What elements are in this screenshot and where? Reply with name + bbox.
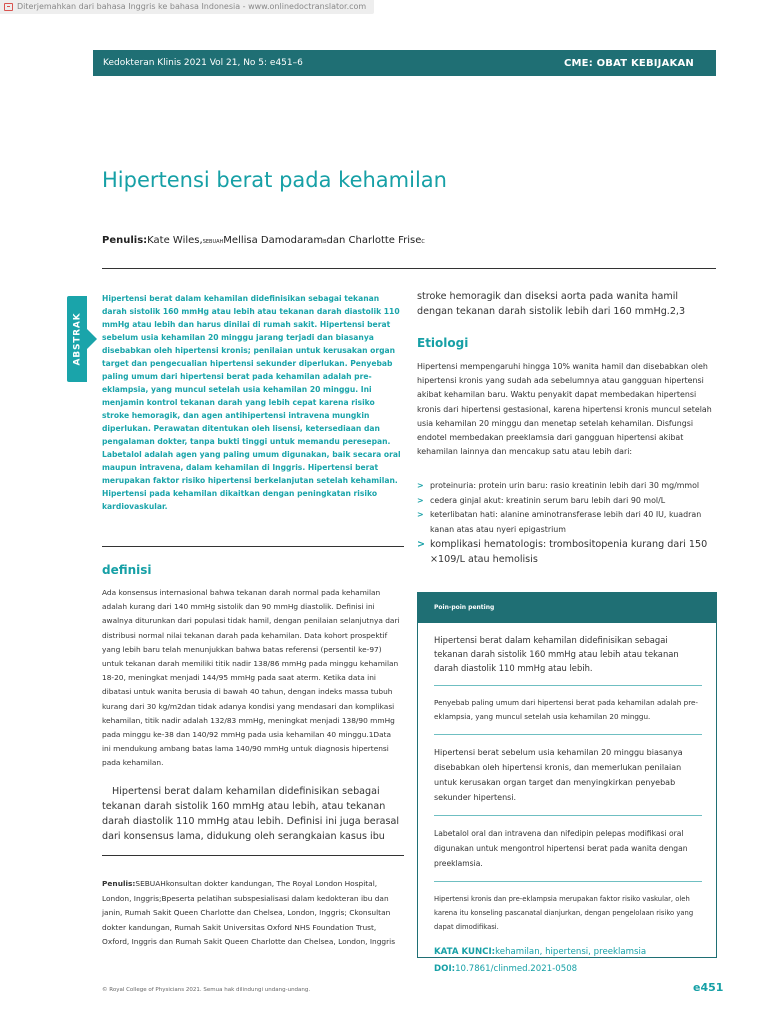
author-name: dan Charlotte Frise — [326, 235, 422, 246]
doi-link[interactable]: 10.7861/clinmed.2021-0508 — [455, 964, 578, 974]
author-affiliations — [102, 877, 404, 950]
translator-link[interactable]: Diterjemahkan dari bahasa Inggris ke bahasa Indonesia - www.onlinedoctranslator.com — [17, 2, 367, 11]
journal-section: CME: OBAT KEBIJAKAN — [563, 57, 694, 69]
keywords-line — [434, 944, 702, 961]
article-title: Hipertensi berat pada kehamilan — [102, 168, 447, 192]
key-point-text: Hipertensi kronis dan pre-eklampsia merupakan faktor risiko vaskular, oleh karena itu konseling pascanatal dianjurkan, dengan pengelolaan risiko yang dapat dimodifikasi. — [434, 895, 694, 931]
list-item-text: keterlibatan hati: alanine aminotransferase lebih dari 40 IU, kuadran kanan atas atau nyeri epigastrium — [430, 510, 702, 534]
list-item — [417, 479, 717, 494]
key-point-text: Hipertensi berat sebelum usia kehamilan 20 minggu biasanya disebabkan oleh hipertensi kronis, dan memerlukan penilaian untuk kerusakan organ target dan menyingkirkan penyebab sekunder hipertensi. — [434, 748, 683, 802]
authors-line — [102, 235, 425, 246]
journal-header — [93, 50, 716, 76]
key-point — [434, 882, 702, 944]
chevron-right-icon: > — [417, 495, 424, 505]
author-superscript: SEBUAH — [202, 239, 224, 245]
abstract-text: Hipertensi berat dalam kehamilan didefinisikan sebagai tekanan darah sistolik 160 mmHg atau lebih atau tekanan darah diastolik 110 mmHg atau lebih dan harus dinilai di rumah sakit. Hipertensi berat sebelum usia kehamilan 20 minggu jarang terjadi dan biasanya disebabkan oleh hipertensi kronis; penilaian untuk kerusakan organ target dan pengecualian hipertensi sekunder diperlukan. Penyebab paling umum dari hipertensi berat pada kehamilan adalah pre-eklampsia, yang muncul setelah usia kehamilan 20 minggu. Ini menjamin kontrol tekanan darah yang lebih cepat karena risiko stroke hemoragik, dan agen antihipertensi intravena mungkin diperlukan. Perawatan ditentukan oleh lisensi, ketersediaan dan pengalaman dokter, tanpa bukti tinggi untuk memandu peresepan. Labetalol adalah agen yang paling umum digunakan, baik secara oral maupun intravena, dalam kehamilan di Inggris. Hipertensi berat merupakan faktor risiko hipertensi berkelanjutan setelah kehamilan. Hipertensi pada kehamilan dikaitkan dengan peningkatan risiko kardiovaskular. — [102, 294, 401, 511]
divider — [102, 268, 716, 269]
key-point-text: Hipertensi berat dalam kehamilan didefinisikan sebagai tekanan darah sistolik 160 mmHg atau lebih atau tekanan darah diastolik 110 mmHg atau lebih. — [434, 635, 679, 673]
list-item-text: proteinuria: protein urin baru: rasio kreatinin lebih dari 30 mg/mmol — [430, 481, 700, 490]
authors-label: Penulis: — [102, 235, 148, 246]
key-point — [434, 686, 702, 735]
definisi-paragraph: Hipertensi berat dalam kehamilan didefinisikan sebagai tekanan darah sistolik 160 mmHg atau lebih, atau tekanan darah diastolik 110 mmHg atau lebih. Definisi ini juga berasal dari konsensus lama, didukung oleh serangkaian kasus ibu — [102, 786, 400, 842]
list-item-text: cedera ginjal akut: kreatinin serum baru lebih dari 90 mol/L — [430, 495, 666, 505]
etiologi-paragraph: Hipertensi mempengaruhi hingga 10% wanita hamil dan disebabkan oleh hipertensi kronis yang sudah ada sebelumnya atau gangguan hipertensi akibat kehamilan baru. Waktu penyakit dapat membedakan hipertensi kronis dari hipertensi gestasional, karena hipertensi kronis muncul setelah usia kehamilan 20 minggu dan menetap setelah kehamilan. Disfungsi endotel membedakan preeklamsia dari gangguan hipertensi akibat kehamilan lainnya dan mencakup satu atau lebih dari: — [417, 362, 712, 457]
list-item — [417, 508, 717, 537]
author-superscript: B — [323, 239, 327, 245]
journal-citation: Kedokteran Klinis 2021 Vol 21, No 5: e451–6 — [103, 58, 303, 68]
affiliations-label: Penulis: — [102, 879, 136, 888]
key-point — [434, 623, 702, 686]
author-name: Mellisa Damodaram — [223, 235, 324, 246]
chevron-right-icon: > — [417, 481, 424, 490]
doi-line — [434, 961, 702, 978]
continued-paragraph: stroke hemoragik dan diseksi aorta pada wanita hamil dengan tekanan darah sistolik lebih dari 160 mmHg.2,3 — [417, 291, 686, 317]
page-number: e451 — [693, 981, 724, 994]
affiliations-text: SEBUAHkonsultan dokter kandungan, The Royal London Hospital, London, Inggris;Bpeserta pelatihan subspesialisasi dalam kedokteran ibu dan janin, Rumah Sakit Queen Charlotte dan Chelsea, London, Inggris; Ckonsultan dokter kandungan, Rumah Sakit Universitas Oxford NHS Foundation Trust, Oxford, Inggris dan Rumah Sakit Queen Charlotte dan Chelsea, London, Inggris — [102, 879, 396, 947]
divider — [102, 855, 404, 856]
list-item — [417, 537, 717, 567]
etiologi-list — [417, 479, 717, 567]
key-point-text: Labetalol oral dan intravena dan nifedipin pelepas modifikasi oral digunakan untuk mengontrol hipertensi berat pada wanita dengan preeklamsia. — [434, 829, 688, 868]
divider — [102, 546, 404, 547]
chevron-right-icon: > — [417, 539, 426, 551]
key-point — [434, 735, 702, 816]
list-item-text: komplikasi hematologis: trombositopenia kurang dari 150 ×109/L atau hemolisis — [430, 539, 708, 566]
author-name: Kate Wiles, — [147, 235, 203, 246]
abstract-tab-text: ABSTRAK — [72, 312, 83, 366]
definisi-paragraph: Ada konsensus internasional bahwa tekanan darah normal pada kehamilan adalah kurang dari 140 mmHg sistolik dan 90 mmHg diastolik. Definisi ini awalnya diturunkan dari populasi tidak hamil, dengan penilaian selanjutnya dari distribusi normal nilai tekanan darah pada kehamilan. Data kohort prospektif yang lebih baru telah menunjukkan bahwa batas referensi (persentil ke-97) untuk tekanan darah memiliki titik nadir 138/86 mmHg pada minggu kehamilan 18-20, meningkat menjadi 144/95 mmHg pada saat aterm. Ketika data ini dibatasi untuk wanita berusia di bawah 40 tahun, dengan indeks massa tubuh kurang dari 30 kg/m2dan tidak adanya kondisi yang mendasari dan komplikasi kehamilan, titik nadir adalah 132/83 mmHg, meningkat menjadi 138/90 mmHg pada minggu ke-38 dan 140/92 mmHg pada usia kehamilan 40 minggu.1Data ini mendukung ambang batas lama 140/90 mmHg untuk diagnosis hipertensi pada kehamilan. — [102, 588, 400, 768]
list-item — [417, 494, 717, 509]
translator-icon — [4, 3, 13, 11]
key-points-box — [417, 592, 717, 974]
abstract-tab-label — [67, 296, 87, 382]
keywords-label: KATA KUNCI: — [434, 947, 496, 957]
keywords-text: kehamilan, hipertensi, preeklamsia — [495, 947, 647, 957]
key-points-header: Poin-poin penting — [418, 593, 716, 623]
translator-bar[interactable] — [0, 0, 374, 14]
etiologi-heading: Etiologi — [417, 336, 469, 350]
key-point-text: Penyebab paling umum dari hipertensi berat pada kehamilan adalah pre-eklampsia, yang muncul setelah usia kehamilan 20 minggu. — [434, 698, 699, 721]
author-superscript: C — [421, 239, 425, 245]
key-point — [434, 816, 702, 882]
chevron-right-icon: > — [417, 510, 424, 520]
doi-label: DOI: — [434, 964, 456, 974]
definisi-heading: definisi — [102, 563, 152, 577]
copyright-notice: © Royal College of Physicians 2021. Semua hak dilindungi undang-undang. — [102, 987, 311, 993]
